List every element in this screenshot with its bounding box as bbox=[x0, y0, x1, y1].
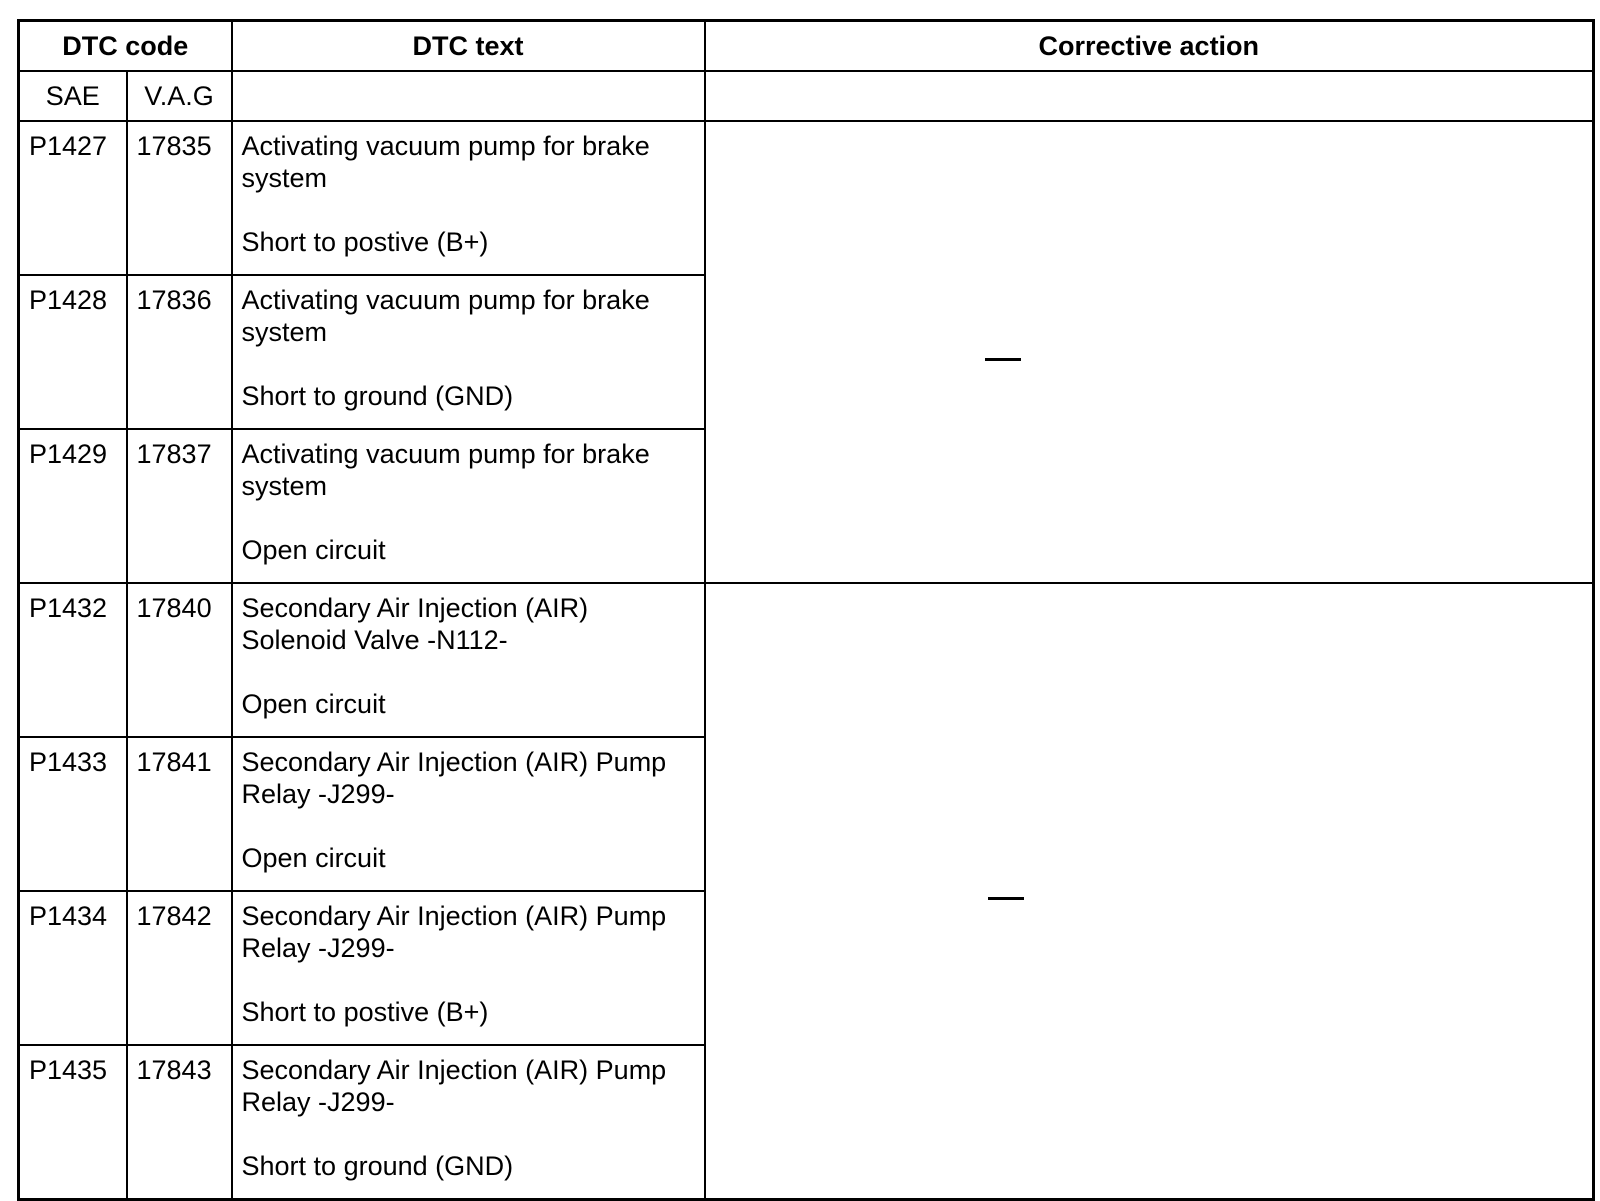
vag-code: 17842 bbox=[127, 891, 232, 1045]
dtc-text bbox=[232, 1045, 705, 1200]
sae-code: P1433 bbox=[19, 737, 127, 891]
dtc-text bbox=[232, 121, 705, 275]
dtc-condition: Open circuit bbox=[241, 843, 386, 873]
dtc-text-line: Relay -J299- bbox=[241, 1087, 395, 1117]
sae-code: P1428 bbox=[19, 275, 127, 429]
dtc-text-line: system bbox=[241, 163, 328, 193]
dtc-text-line: Secondary Air Injection (AIR) Pump bbox=[241, 1055, 667, 1085]
dtc-text bbox=[232, 275, 705, 429]
sae-code: P1429 bbox=[19, 429, 127, 583]
dtc-text bbox=[232, 583, 705, 737]
dtc-table bbox=[17, 19, 1595, 1201]
header-row bbox=[19, 21, 1594, 72]
dtc-text-line: Relay -J299- bbox=[241, 933, 395, 963]
sae-code: P1432 bbox=[19, 583, 127, 737]
dtc-text bbox=[232, 737, 705, 891]
dtc-text-line: Relay -J299- bbox=[241, 779, 395, 809]
vag-code: 17835 bbox=[127, 121, 232, 275]
dtc-text-line: Secondary Air Injection (AIR) Pump bbox=[241, 901, 667, 931]
subheader-empty-text bbox=[232, 71, 705, 121]
sae-header: SAE bbox=[19, 71, 127, 121]
dtc-condition: Short to postive (B+) bbox=[241, 227, 489, 257]
vag-code: 17841 bbox=[127, 737, 232, 891]
vag-code: 17836 bbox=[127, 275, 232, 429]
sae-code: P1427 bbox=[19, 121, 127, 275]
subheader-empty-action bbox=[705, 71, 1594, 121]
dtc-condition: Short to ground (GND) bbox=[241, 1151, 514, 1181]
dtc-text-header: DTC text bbox=[232, 21, 705, 72]
dtc-text bbox=[232, 891, 705, 1045]
corrective-action-cell bbox=[705, 121, 1594, 583]
dtc-code-header: DTC code bbox=[19, 21, 232, 72]
vag-header: V.A.G bbox=[127, 71, 232, 121]
vag-code: 17843 bbox=[127, 1045, 232, 1200]
dtc-condition: Open circuit bbox=[241, 535, 386, 565]
dtc-condition: Short to postive (B+) bbox=[241, 997, 489, 1027]
vag-code: 17840 bbox=[127, 583, 232, 737]
dtc-condition: Open circuit bbox=[241, 689, 386, 719]
dtc-text-line: Secondary Air Injection (AIR) bbox=[241, 593, 589, 623]
dtc-text bbox=[232, 429, 705, 583]
dtc-text-line: system bbox=[241, 471, 328, 501]
dtc-text-line: Activating vacuum pump for brake bbox=[241, 439, 650, 469]
dtc-text-line: system bbox=[241, 317, 328, 347]
dtc-condition: Short to ground (GND) bbox=[241, 381, 514, 411]
corrective-action-cell bbox=[705, 583, 1594, 1200]
subheader-row bbox=[19, 71, 1594, 121]
dtc-text-line: Secondary Air Injection (AIR) Pump bbox=[241, 747, 667, 777]
table-row bbox=[19, 583, 1594, 737]
corrective-action-header: Corrective action bbox=[705, 21, 1594, 72]
sae-code: P1434 bbox=[19, 891, 127, 1045]
dtc-text-line: Solenoid Valve -N112- bbox=[241, 625, 508, 655]
corrective-action-dash bbox=[985, 358, 1021, 361]
vag-code: 17837 bbox=[127, 429, 232, 583]
table-row bbox=[19, 121, 1594, 275]
sae-code: P1435 bbox=[19, 1045, 127, 1200]
dtc-text-line: Activating vacuum pump for brake bbox=[241, 285, 650, 315]
corrective-action-dash bbox=[988, 897, 1024, 900]
dtc-text-line: Activating vacuum pump for brake bbox=[241, 131, 650, 161]
